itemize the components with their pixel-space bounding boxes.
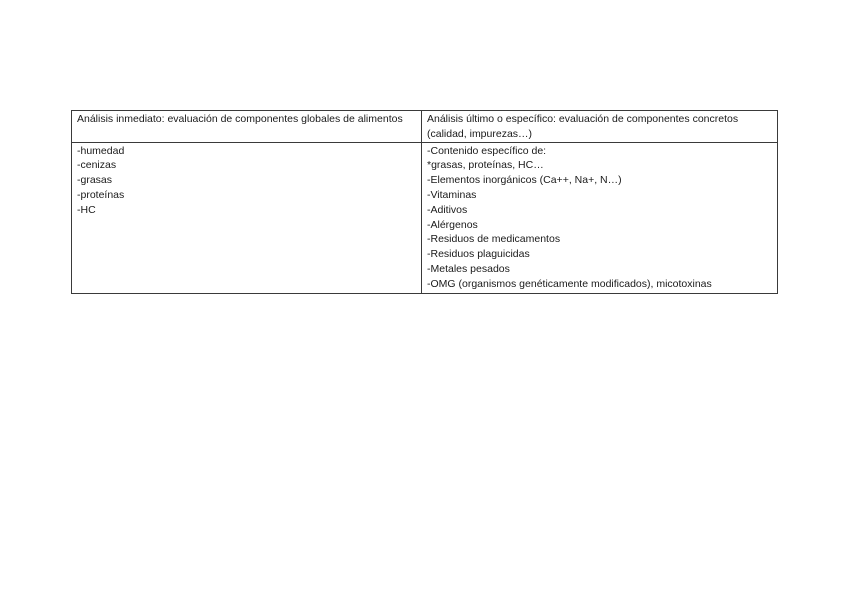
header-specific-analysis [422, 111, 778, 143]
list-item: -proteínas [77, 188, 125, 201]
list-item: -HC [77, 203, 96, 216]
list-item: -cenizas [77, 159, 117, 172]
list-item: -OMG (organismos genéticamente modificados), micotoxinas [427, 277, 712, 290]
list-item: *grasas, proteínas, HC… [427, 159, 544, 172]
list-item: -humedad [77, 144, 125, 157]
table-header-row [72, 111, 778, 143]
list-item: -Aditivos [427, 203, 468, 216]
header-immediate-analysis [72, 111, 422, 143]
list-item: -Elementos inorgánicos (Ca++, Na+, N…) [427, 174, 622, 187]
analysis-comparison-table [71, 110, 778, 294]
list-item: -Residuos plaguicidas [427, 248, 530, 261]
list-item: -Alérgenos [427, 218, 478, 231]
list-item: -Residuos de medicamentos [427, 233, 561, 246]
list-item: -grasas [77, 174, 113, 187]
table-body-row [72, 142, 778, 293]
list-item: -Vitaminas [427, 188, 477, 201]
list-item: -Contenido específico de: [427, 144, 547, 157]
specific-analysis-list [422, 142, 778, 293]
immediate-analysis-list [72, 142, 422, 293]
header-immediate-analysis-text: Análisis inmediato: evaluación de componentes globales de alimentos [77, 113, 403, 125]
list-item: -Metales pesados [427, 262, 510, 275]
header-specific-analysis-text: Análisis último o específico: evaluación de componentes concretos (calidad, impurezas…) [427, 113, 739, 140]
